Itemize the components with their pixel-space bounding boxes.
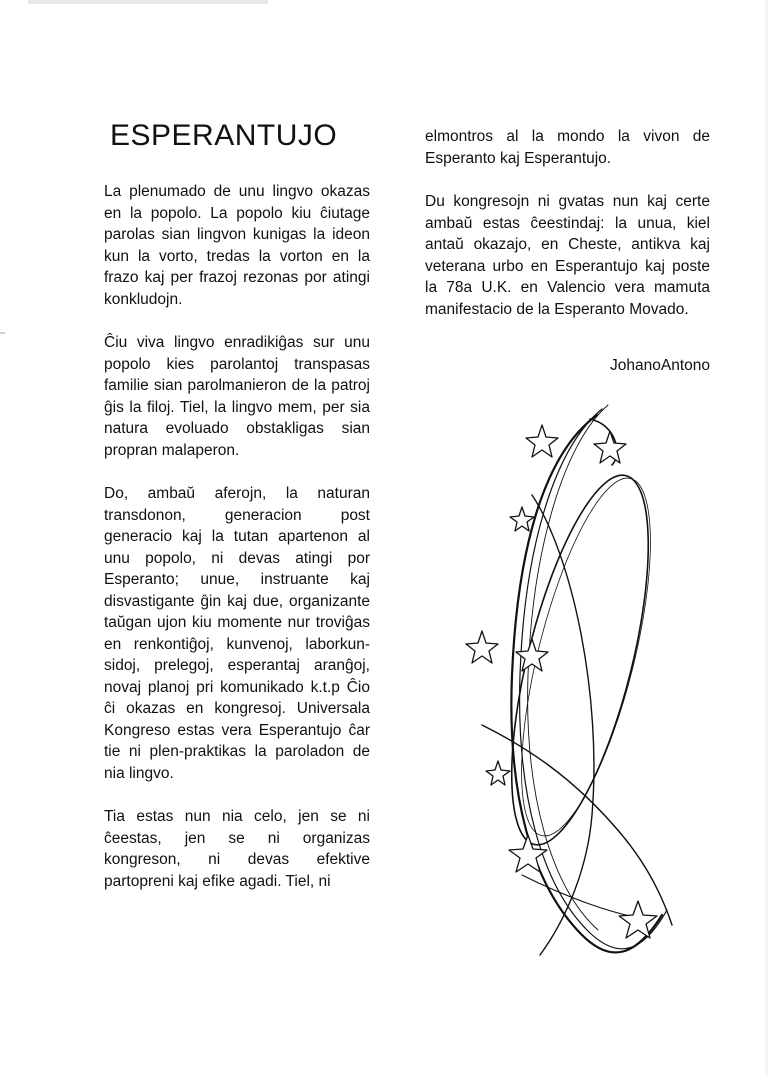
star-icon (466, 631, 498, 663)
article-title: ESPERANTUJO (110, 119, 338, 152)
scan-artifact-left (0, 332, 5, 334)
right-column (425, 126, 710, 320)
author-signature: JohanoAntono (610, 357, 710, 374)
star-icon (526, 425, 558, 457)
swirl-stroke (511, 415, 662, 952)
paragraph-4: Tia estas nun nia celo, jen se ni ĉeestas, jen se ni organizas kongreson, ni devas efektive partopreni kaj efike agadi. Tiel, ni (104, 808, 370, 890)
star-icon (486, 761, 510, 785)
swirl-stroke (532, 495, 594, 955)
paragraph-3: Do, ambaŭ aferojn, la naturan transdonon, generacion post generacio kaj la tutan apartenon al unu popolo, ni devas atingi por Esperanto; unue, instruante kaj disvastigante ĝin kaj due, organizante taŭgan ujon kiu momente nur troviĝas en renkontiĝoj, kunvenoj, laborkun-sidoj, prelegoj, esperantaj aranĝoj, novaj planoj pri komunikado k.t.p Ĉio ĉi okazas en kongresoj. Universala Kongreso estas vera Esperantujo ĉar tie ni plen-praktikas la paroladon de nia lingvo. (104, 485, 370, 782)
paragraph-5: elmontros al la mondo la vivon de Esperanto kaj Esperantujo. (425, 128, 710, 167)
scan-artifact-top (28, 0, 268, 4)
paragraph-2: Ĉiu viva lingvo enradikiĝas sur unu popolo kies parolantoj transpasas familie sian parolmanieron de la patroj ĝis la filoj. Tiel, la lingvo mem, per sia natura evoluado obstakligas sian propran malaperon. (104, 334, 370, 459)
star-icon (510, 507, 534, 531)
paragraph-6: Du kongresojn ni gvatas nun kaj certe ambaŭ estas ĉeestindaj: la unua, kiel antaŭ okazajo, en Cheste, antikva kaj veterana urbo en Esperantujo kaj poste la 78a U.K. en Valencio vera mamuta manifestacio de la Esperanto Movado. (425, 193, 710, 318)
star-icon (594, 431, 626, 463)
left-column (104, 181, 370, 892)
paragraph-1: La plenumado de unu lingvo okazas en la popolo. La popolo kiu ĉiutage parolas sian lingvon kunigas la ideon kun la vorto, tredas la vorton en la frazo kaj per frazoj rezonas por atingi konkludojn. (104, 183, 370, 308)
star-swirl-illustration (462, 395, 680, 985)
star-icon (509, 835, 547, 872)
swirl-stroke (522, 875, 652, 920)
swirl-stroke (482, 725, 672, 925)
